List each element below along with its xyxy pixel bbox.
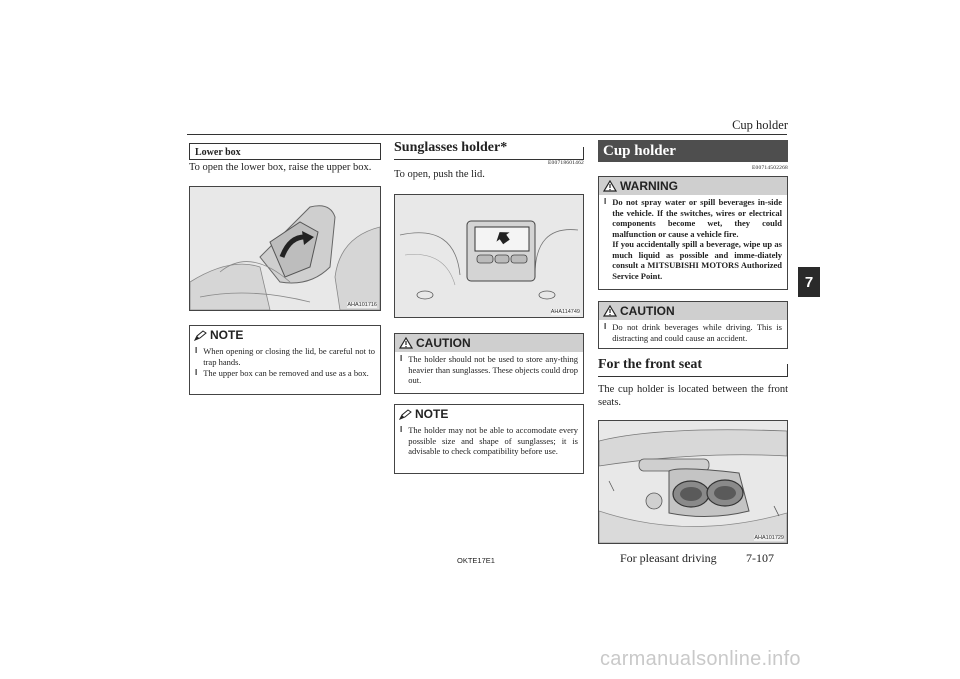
watermark: carmanualsonline.info: [600, 648, 801, 670]
bullet-icon: l: [195, 346, 198, 355]
lower-box-figure: [189, 186, 381, 311]
front-seat-figure: [598, 420, 788, 544]
list-item: l The holder should not be used to store any-thing heavier than sunglasses. These objects could drop out.: [400, 354, 578, 385]
caution-title: CAUTION: [416, 335, 471, 350]
sunglasses-note: [394, 404, 584, 474]
overhead-console-illustration: [395, 195, 583, 317]
caution-title: CAUTION: [620, 303, 675, 318]
warning-title-row: [599, 177, 787, 195]
pencil-icon: [399, 409, 412, 420]
lower-box-heading: Lower box: [189, 143, 381, 160]
sunglasses-code: E00718601462: [547, 160, 584, 166]
cup-holder-code: E00714502268: [751, 165, 788, 171]
list-item: l Do not spray water or spill beverages in-side the vehicle. If the switches, wires or electrical components become wet, they could malfunction or cause a vehicle fire. If you accidentally spill a beverage, wipe up as much liquid as possible and imme-diately consult a MITSUBISHI MOTORS Authorized Service Point.: [604, 197, 782, 281]
note-title: NOTE: [210, 327, 244, 342]
footer-section: For pleasant driving: [620, 551, 717, 565]
cup-holder-caution: [598, 301, 788, 349]
cup-holder-illustration: [599, 421, 787, 543]
caution-title-row: [395, 334, 583, 352]
page-number: 7-107: [746, 551, 774, 565]
list-item: l The holder may not be able to accomodate every possible size and shape of sunglasses; it is advisable to check compatibility before use.: [400, 425, 578, 456]
caution-title-row: [599, 302, 787, 320]
bullet-icon: l: [400, 354, 403, 363]
sunglasses-heading: Sunglasses holder*: [394, 140, 584, 160]
lower-box-intro: To open the lower box, raise the upper box.: [189, 162, 372, 173]
bullet-icon: l: [604, 197, 607, 206]
list-item: l Do not drink beverages while driving. This is distracting and could cause an accident.: [604, 322, 782, 343]
warning-title: WARNING: [620, 178, 678, 193]
figure-code: AHA101729: [754, 535, 784, 541]
list-item: l When opening or closing the lid, be careful not to trap hands.: [195, 346, 375, 367]
bullet-icon: l: [195, 368, 198, 377]
bullet-icon: l: [400, 425, 403, 434]
running-head: Cup holder: [732, 118, 788, 132]
list-item: l The upper box can be removed and use as a box.: [195, 368, 369, 378]
sunglasses-figure: [394, 194, 584, 318]
figure-code: AHA114749: [550, 309, 580, 315]
header-rule: [187, 134, 787, 135]
warning-triangle-icon: [603, 305, 617, 317]
document-code: OKTE17E1: [457, 556, 495, 565]
lower-box-note: [189, 325, 381, 395]
note-title-row: [395, 405, 583, 423]
warning-triangle-icon: [399, 337, 413, 349]
sunglasses-caution: [394, 333, 584, 394]
sunglasses-intro: To open, push the lid.: [394, 169, 485, 180]
bullet-icon: l: [604, 322, 607, 331]
chapter-tab: 7: [798, 267, 820, 297]
cup-holder-warning: [598, 176, 788, 290]
note-title-row: [190, 326, 380, 344]
front-seat-heading: For the front seat: [598, 357, 788, 377]
console-illustration: [190, 187, 380, 310]
front-seat-text: The cup holder is located between the front seats.: [598, 384, 788, 408]
pencil-icon: [194, 330, 207, 341]
note-title: NOTE: [415, 406, 449, 421]
warning-triangle-icon: [603, 180, 617, 192]
cup-holder-heading: Cup holder: [598, 140, 788, 162]
figure-code: AHA101716: [347, 302, 377, 308]
